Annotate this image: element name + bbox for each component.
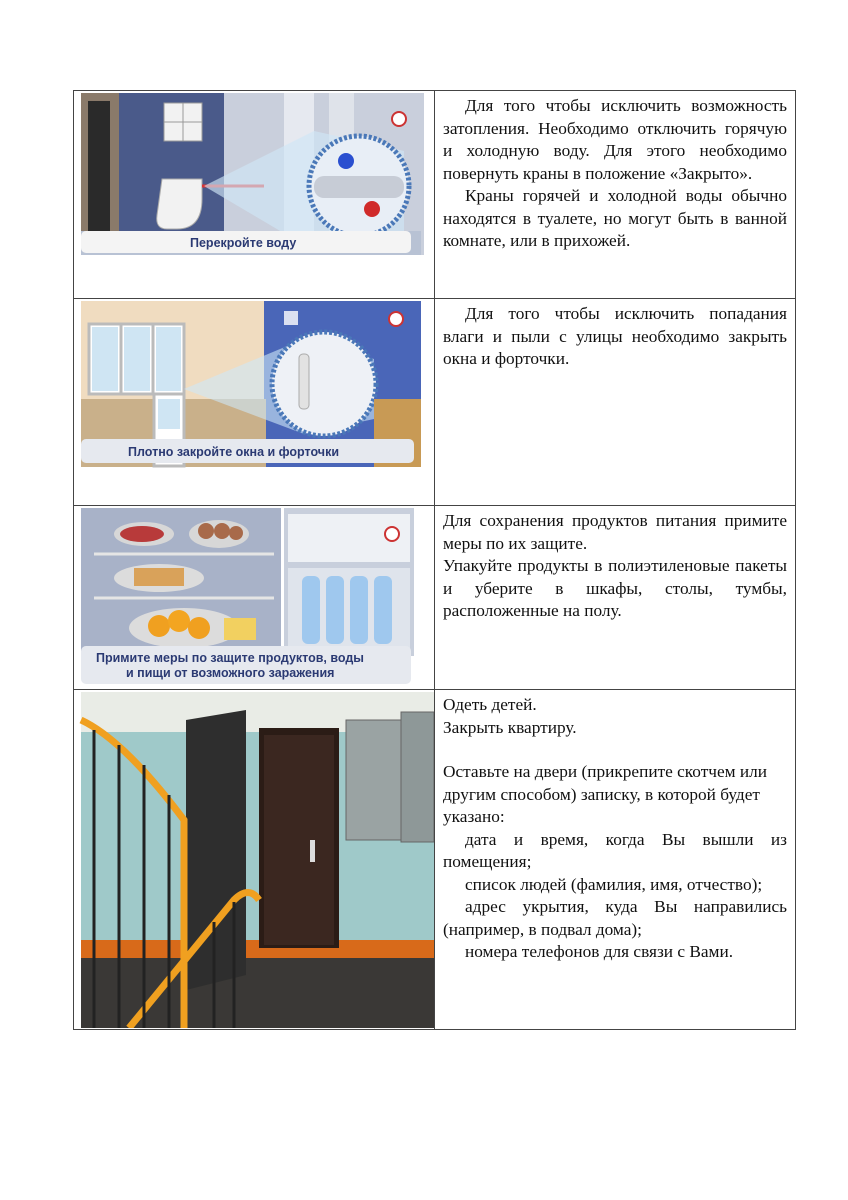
image-caption-line-2: и пищи от возможного заражения — [126, 666, 335, 680]
text-cell — [435, 299, 796, 506]
paragraph: Одеть детей. — [443, 695, 537, 714]
text-cell — [435, 91, 796, 299]
table-row — [74, 690, 796, 1030]
stairwell-door-photo — [74, 690, 434, 1028]
image-caption-line-1: Примите меры по защите продуктов, воды — [96, 651, 364, 665]
protect-food-illustration — [74, 506, 434, 688]
text-cell — [435, 690, 796, 1030]
image-cell — [74, 690, 435, 1030]
paragraph: Упакуйте продукты в полиэтиленовые пакеты и уберите в шкафы, столы, тумбы, расположенные на полу. — [443, 556, 787, 620]
image-cell — [74, 299, 435, 506]
table-row — [74, 299, 796, 506]
paragraph: Для сохранения продуктов питания примите меры по их защите. — [443, 511, 787, 553]
image-caption: Перекройте воду — [190, 236, 297, 250]
list-item: список людей (фамилия, имя, отчество); — [465, 874, 763, 894]
water-shutoff-illustration — [74, 91, 434, 297]
spacer — [443, 739, 787, 761]
image-caption: Плотно закройте окна и форточки — [128, 445, 340, 459]
paragraph: Оставьте на двери (прикрепите скотчем или другим способом) записку, в которой будет указано: — [443, 762, 768, 826]
paragraph: Закрыть квартиру. — [443, 717, 577, 737]
paragraph: Для того чтобы исключить возможность затопления. Необходимо отключить горячую и холодную воду. Для этого необходимо повернуть краны в положение «Закрыто». — [443, 96, 787, 183]
image-cell — [74, 506, 435, 690]
list-item: дата и время, когда Вы вышли из помещения; — [443, 829, 787, 871]
table-row — [74, 506, 796, 690]
image-cell — [74, 91, 435, 299]
paragraph: Краны горячей и холодной воды обычно находятся в туалете, но могут быть в ванной комнате, или в прихожей. — [443, 186, 787, 250]
list-item: номера телефонов для связи с Вами. — [465, 942, 734, 961]
instructions-table — [73, 90, 796, 1030]
paragraph: Для того чтобы исключить попадания влаги и пыли с улицы необходимо закрыть окна и форточки. — [443, 304, 787, 368]
close-windows-illustration — [74, 299, 434, 504]
text-cell — [435, 506, 796, 690]
table-row — [74, 91, 796, 299]
list-item: адрес укрытия, куда Вы направились (например, в подвал дома); — [443, 897, 787, 939]
